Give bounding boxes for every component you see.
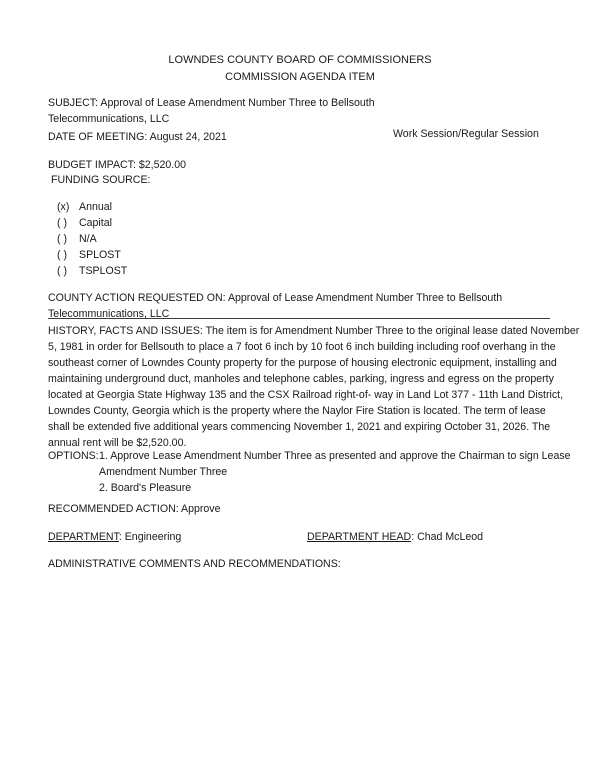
history-line: maintaining underground duct, manholes and telephone cables, parking, ingress and egress on the property	[48, 373, 554, 385]
funding-option-annual	[57, 199, 127, 215]
session-type: Work Session/Regular Session	[393, 128, 539, 140]
funding-source-label: FUNDING SOURCE:	[51, 174, 151, 186]
county-action-text-continued: Telecommunications, LLC	[48, 308, 170, 320]
meeting-date	[48, 129, 227, 145]
checkbox-mark: ( )	[57, 265, 67, 277]
history-line: Lowndes County, Georgia which is the property where the Naylor Fire Station is located. The term of lease	[48, 405, 546, 417]
department-head-value: : Chad McLeod	[411, 531, 484, 543]
subject-line	[48, 95, 558, 111]
county-action-label: COUNTY ACTION REQUESTED ON:	[48, 292, 226, 304]
section-divider	[48, 318, 550, 319]
county-action-line	[48, 290, 558, 306]
county-action-text: Approval of Lease Amendment Number Three to Bellsouth	[227, 292, 503, 304]
history-line: southeast corner of Lowndes County property for the purpose of housing electronic equipment, installing and	[48, 357, 557, 369]
history-line: annual rent will be $2,520.00.	[48, 437, 187, 449]
subject-label: SUBJECT:	[48, 97, 99, 109]
subject-text: Approval of Lease Amendment Number Three to Bellsouth	[100, 97, 375, 109]
funding-option-label: TSPLOST	[79, 265, 128, 277]
history-line: located at Georgia State Highway 135 and the CSX Railroad right-of- way in Land Lot 377 - 11th Land District,	[48, 389, 564, 401]
header-org-title: LOWNDES COUNTY BOARD OF COMMISSIONERS	[168, 54, 432, 66]
options-section	[48, 448, 571, 496]
budget-impact-value: $2,520.00	[138, 159, 186, 171]
option-item-1-continued: Amendment Number Three	[99, 466, 228, 478]
checkbox-mark: ( )	[57, 249, 67, 261]
checkbox-mark: (x)	[57, 201, 70, 213]
option-item-1: 1. Approve Lease Amendment Number Three as presented and approve the Chairman to sign Lease	[99, 450, 571, 462]
options-label: OPTIONS:	[48, 450, 99, 462]
option-item-2: 2. Board's Pleasure	[99, 482, 192, 494]
meeting-date-label: DATE OF MEETING:	[48, 131, 148, 143]
department-head-label: DEPARTMENT HEAD	[307, 531, 412, 543]
subject-section	[48, 95, 558, 127]
funding-option-tsplost	[57, 263, 127, 279]
department-label: DEPARTMENT	[48, 531, 119, 543]
checkbox-mark: ( )	[57, 233, 67, 245]
recommended-action-value: Approve	[181, 503, 221, 515]
funding-option-na	[57, 231, 127, 247]
funding-option-label: N/A	[79, 233, 97, 245]
funding-option-label: Capital	[79, 217, 112, 229]
funding-option-capital	[57, 215, 127, 231]
administrative-comments-label: ADMINISTRATIVE COMMENTS AND RECOMMENDATIONS:	[48, 558, 341, 570]
department-head	[307, 529, 483, 545]
header-doc-title: COMMISSION AGENDA ITEM	[225, 71, 375, 83]
department	[48, 529, 181, 545]
history-facts-issues	[48, 323, 580, 451]
budget-impact-label: BUDGET IMPACT:	[48, 159, 136, 171]
history-line: shall be extended five additional years commencing November 1, 2021 and expiring October 31, 2026. The	[48, 421, 551, 433]
history-line: 5, 1981 in order for Bellsouth to place a 7 foot 6 inch by 10 foot 6 inch building including roof overhang in the	[48, 341, 556, 353]
recommended-action	[48, 501, 221, 517]
history-line: HISTORY, FACTS AND ISSUES: The item is for Amendment Number Three to the original lease dated November	[48, 325, 580, 337]
subject-text-continued: Telecommunications, LLC	[48, 113, 170, 125]
meeting-date-value: August 24, 2021	[149, 131, 227, 143]
department-value: : Engineering	[118, 531, 182, 543]
checkbox-mark: ( )	[57, 217, 67, 229]
recommended-action-label: RECOMMENDED ACTION:	[48, 503, 179, 515]
funding-option-label: Annual	[79, 201, 112, 213]
budget-impact	[48, 157, 186, 173]
funding-source-list	[57, 199, 127, 279]
funding-option-splost	[57, 247, 127, 263]
document-header	[0, 52, 600, 86]
funding-option-label: SPLOST	[79, 249, 121, 261]
